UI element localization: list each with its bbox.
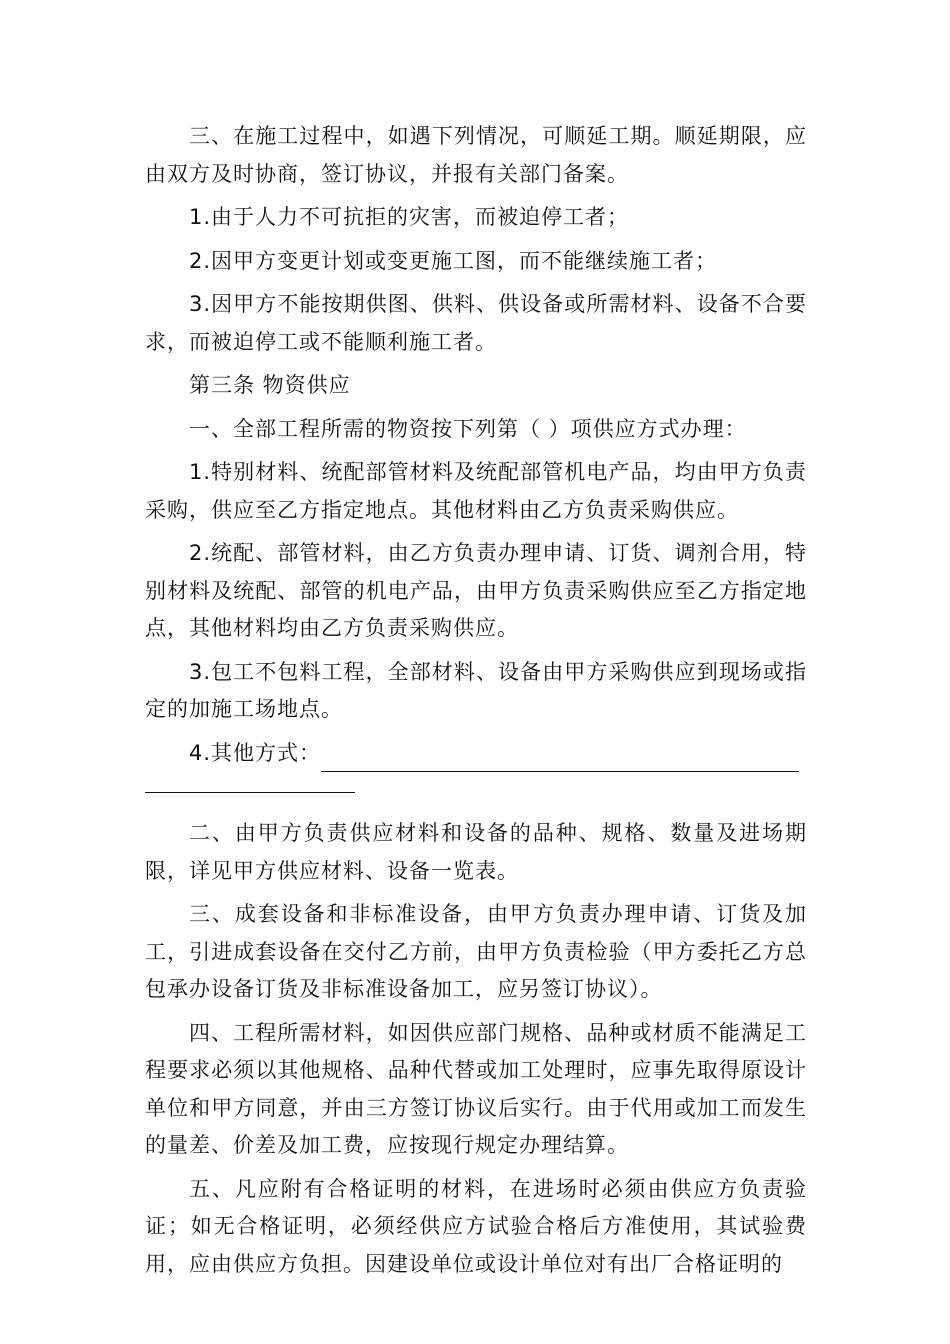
list-item-method-3: 3.包工不包料工程，全部材料、设备由甲方采购供应到现场或指定的加施工场地点。 <box>145 659 807 721</box>
list-item-method-1: 1.特别材料、统配部管材料及统配部管机电产品，均由甲方负责采购，供应至乙方指定地点。其他材料由乙方负责采购供应。 <box>145 460 807 522</box>
paragraph-supply-method: 一、全部工程所需的物资按下列第（ ）项供应方式办理： <box>189 416 747 441</box>
section-heading-material-supply: 第三条 物资供应 <box>189 373 351 397</box>
paragraph-certification: 五、凡应附有合格证明的材料，在进场时必须由供应方负责验证；如无合格证明，必须经供应方试验合格后方准使用，其试验费用，应由供应方负担。因建设单位或设计单位对有出厂合格证明的 <box>145 1176 807 1276</box>
list-item-force-majeure: 1.由于人力不可抗拒的灾害，而被迫停工者； <box>189 205 630 229</box>
list-item-plan-change: 2.因甲方变更计划或变更施工图，而不能继续施工者； <box>189 248 718 273</box>
blank-fill-line-continued <box>145 772 355 793</box>
paragraph-extension-conditions: 三、在施工过程中，如遇下列情况，可顺延工期。顺延期限，应由双方及时协商，签订协议，并报有关部门备案。 <box>145 124 807 186</box>
list-item-supply-delay: 3.因甲方不能按期供图、供料、供设备或所需材料、设备不合要求，而被迫停工或不能顺利施工者。 <box>145 292 807 354</box>
blank-fill-line <box>321 749 799 772</box>
list-item-method-4 <box>145 735 807 773</box>
paragraph-party-a-supply: 二、由甲方负责供应材料和设备的品种、规格、数量及进场期限，详见甲方供应材料、设备一览表。 <box>145 821 807 883</box>
document-page <box>145 118 807 1289</box>
other-method-label: 4.其他方式： <box>189 740 322 765</box>
paragraph-material-substitution: 四、工程所需材料，如因供应部门规格、品种或材质不能满足工程要求必须以其他规格、品种代替或加工处理时，应事先取得原设计单位和甲方同意，并由三方签订协议后实行。由于代用或加工而发生的量差、价差及加工费，应按现行规定办理结算。 <box>145 1020 807 1157</box>
paragraph-equipment: 三、成套设备和非标准设备，由甲方负责办理申请、订货及加工，引进成套设备在交付乙方前，由甲方负责检验（甲方委托乙方总包承办设备订货及非标准设备加工，应另签订协议）。 <box>145 902 807 1001</box>
list-item-method-2: 2.统配、部管材料，由乙方负责办理申请、订货、调剂合用，特别材料及统配、部管的机电产品，由甲方负责采购供应至乙方指定地点，其他材料均由乙方负责采购供应。 <box>145 541 807 640</box>
